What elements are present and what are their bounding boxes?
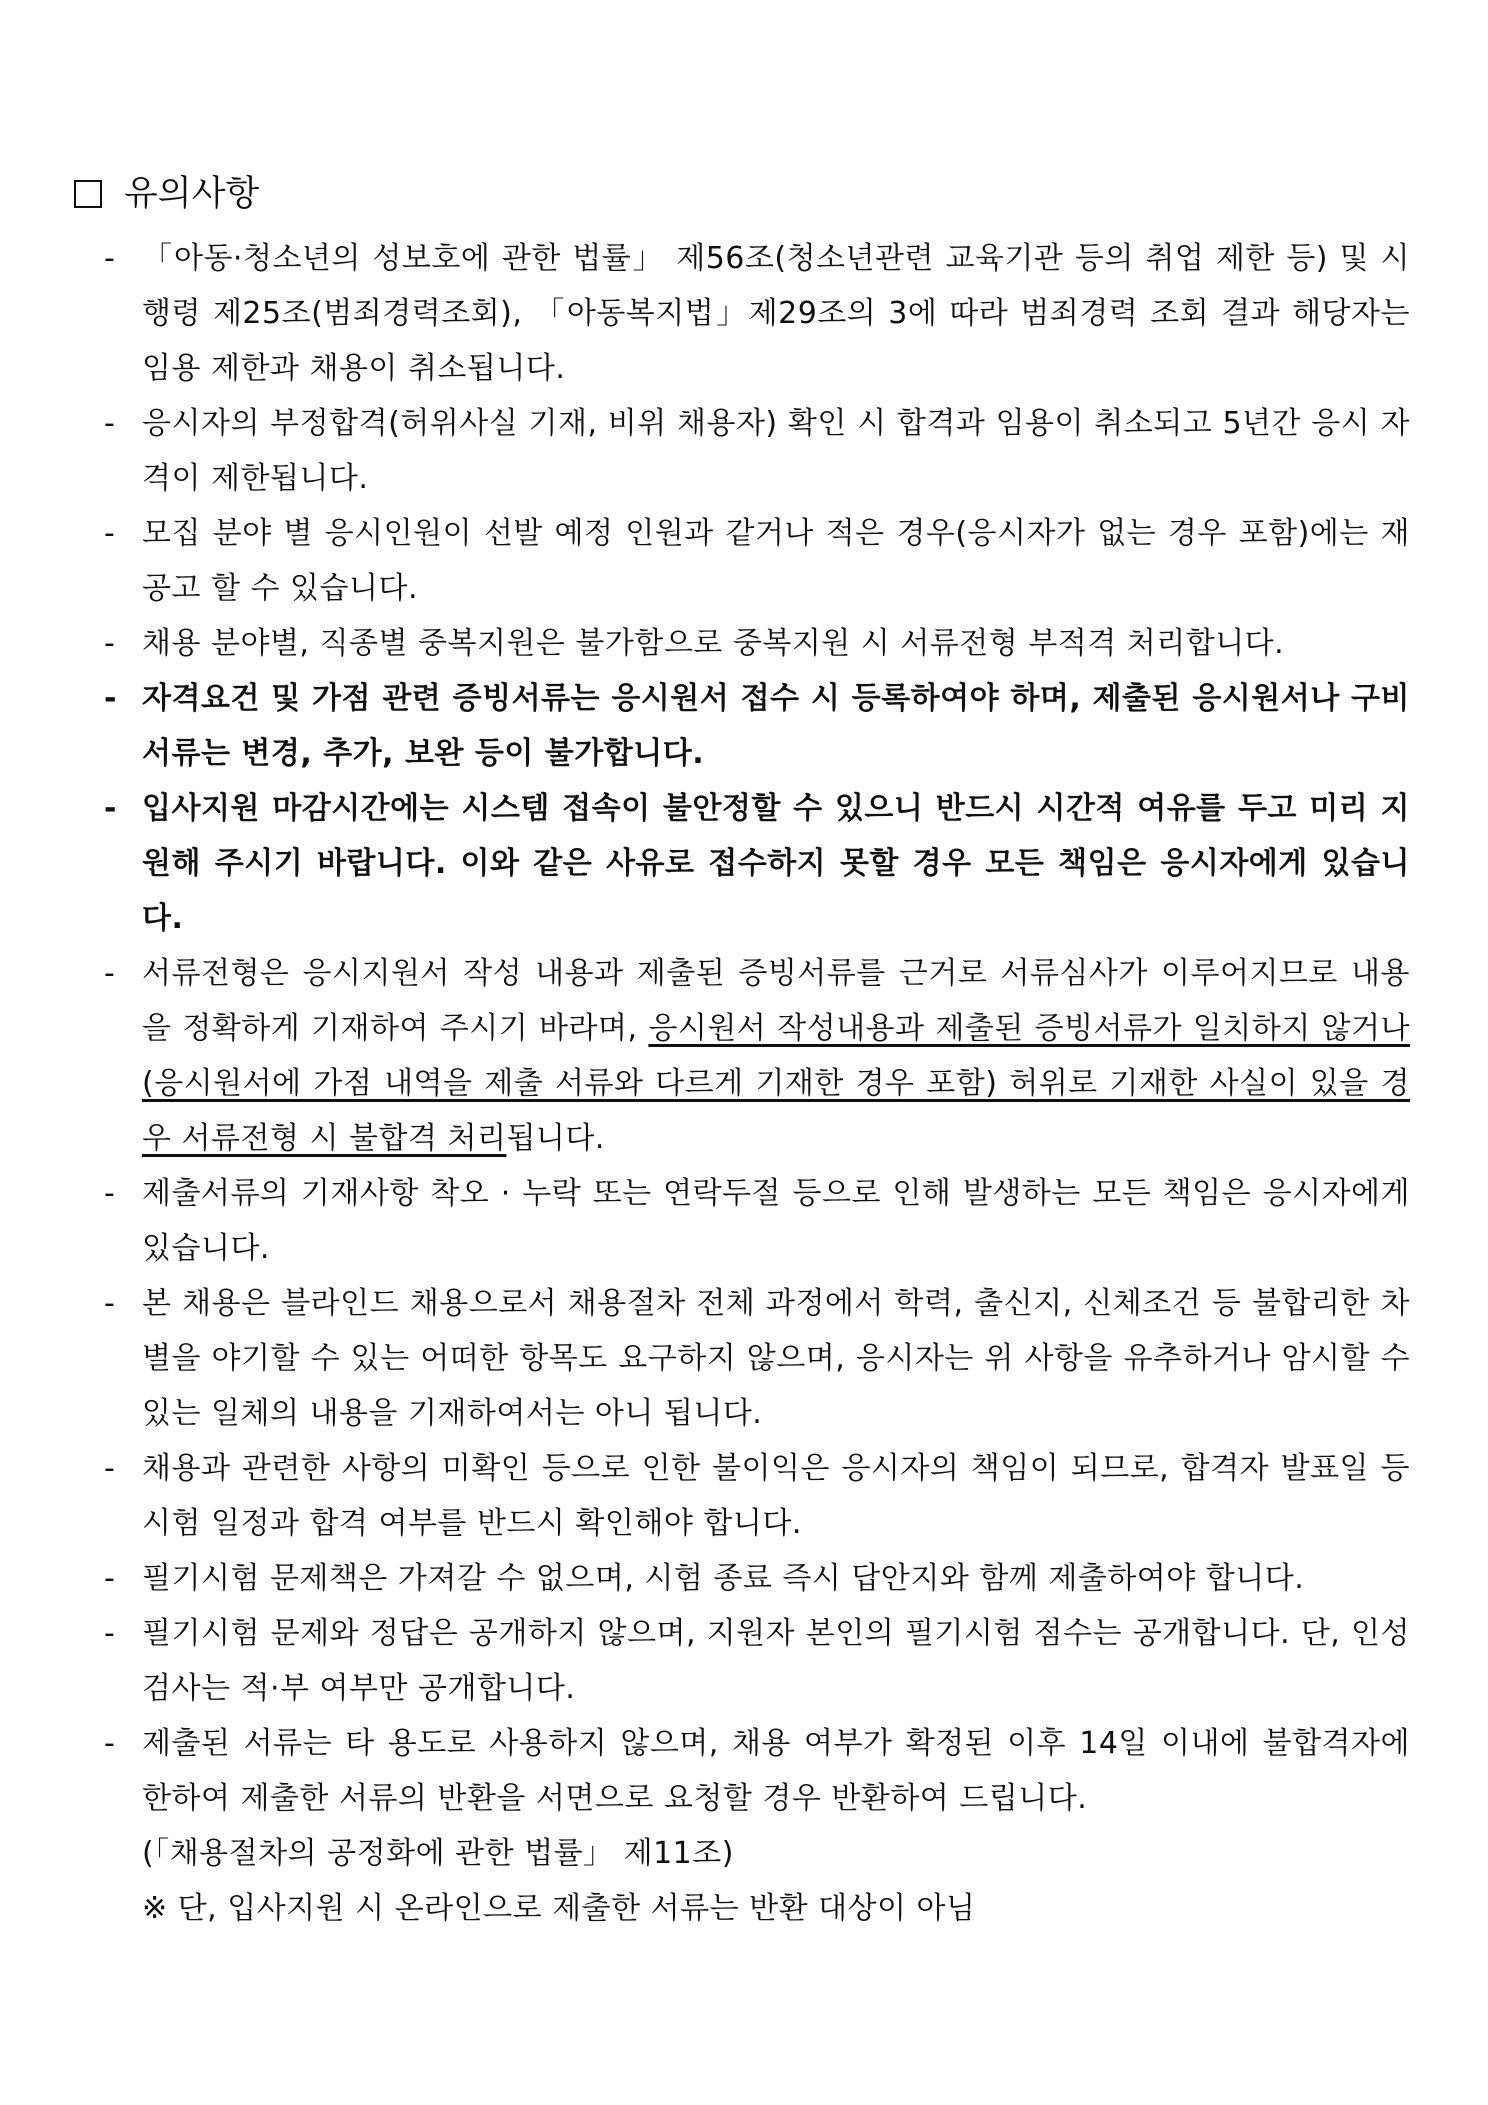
item-text: 「아동·청소년의 성보호에 관한 법률」 제56조(청소년관련 교육기관 등의 취업 제한 등) 및 시행령 제25조(범죄경력조회), 「아동복지법」제29조의 3에 따라 범죄경력 조회 결과 해당자는 임용 제한과 채용이 취소됩니다. bbox=[142, 241, 1410, 386]
dash-marker: - bbox=[104, 241, 116, 276]
list-item bbox=[104, 231, 1410, 396]
dash-marker: - bbox=[104, 956, 116, 991]
section-title: 유의사항 bbox=[124, 174, 260, 214]
list-item-bold bbox=[104, 781, 1410, 946]
dash-marker: - bbox=[104, 1451, 116, 1486]
dash-marker: - bbox=[104, 1286, 116, 1321]
dash-marker: - bbox=[104, 1616, 116, 1651]
item-text-tail: 됩니다. bbox=[506, 1121, 605, 1156]
list-item bbox=[104, 1166, 1410, 1276]
item-text: 본 채용은 블라인드 채용으로서 채용절차 전체 과정에서 학력, 출신지, 신체조건 등 불합리한 차별을 야기할 수 있는 어떠한 항목도 요구하지 않으며, 응시자는 위 사항을 유추하거나 암시할 수 있는 일체의 내용을 기재하여서는 아니 됩니다. bbox=[142, 1286, 1410, 1431]
list-item bbox=[104, 1276, 1410, 1441]
item-text-underlined: 응시원서 작성내용과 제출된 증빙서류가 일치하지 않거나(응시원서에 가점 내역을 제출 서류와 다르게 기재한 경우 포함) 허위로 기재한 사실이 있을 경우 서류전형 시 불합격 처리 bbox=[142, 1011, 1410, 1156]
list-item bbox=[104, 616, 1410, 671]
list-item bbox=[104, 1441, 1410, 1551]
section-heading bbox=[74, 170, 259, 218]
law-reference: (「채용절차의 공정화에 관한 법률」 제11조) bbox=[142, 1836, 734, 1871]
dash-marker: - bbox=[104, 681, 117, 716]
item-text: 제출된 서류는 타 용도로 사용하지 않으며, 채용 여부가 확정된 이후 14일 이내에 불합격자에 한하여 제출한 서류의 반환을 서면으로 요청할 경우 반환하여 드립니다. bbox=[142, 1726, 1410, 1816]
item-text: 필기시험 문제와 정답은 공개하지 않으며, 지원자 본인의 필기시험 점수는 공개합니다. 단, 인성검사는 적·부 여부만 공개합니다. bbox=[142, 1616, 1410, 1706]
item-text: 채용 분야별, 직종별 중복지원은 불가함으로 중복지원 시 서류전형 부적격 처리합니다. bbox=[142, 626, 1285, 661]
item-text: 필기시험 문제책은 가져갈 수 없으며, 시험 종료 즉시 답안지와 함께 제출하여야 합니다. bbox=[142, 1561, 1305, 1596]
checkbox-icon bbox=[74, 180, 102, 208]
dash-marker: - bbox=[104, 626, 116, 661]
dash-marker: - bbox=[104, 1176, 116, 1211]
list-item bbox=[104, 946, 1410, 1166]
dash-marker: - bbox=[104, 791, 117, 826]
item-text: 응시자의 부정합격(허위사실 기재, 비위 채용자) 확인 시 합격과 임용이 취소되고 5년간 응시 자격이 제한됩니다. bbox=[142, 406, 1410, 496]
list-item bbox=[104, 1606, 1410, 1716]
list-item bbox=[104, 1551, 1410, 1606]
notice-list bbox=[104, 231, 1410, 1936]
item-text: 채용과 관련한 사항의 미확인 등으로 인한 불이익은 응시자의 책임이 되므로, 합격자 발표일 등 시험 일정과 합격 여부를 반드시 확인해야 합니다. bbox=[142, 1451, 1410, 1541]
footnote: ※ 단, 입사지원 시 온라인으로 제출한 서류는 반환 대상이 아님 bbox=[142, 1891, 976, 1926]
dash-marker: - bbox=[104, 1726, 116, 1761]
item-text: 모집 분야 별 응시인원이 선발 예정 인원과 같거나 적은 경우(응시자가 없는 경우 포함)에는 재공고 할 수 있습니다. bbox=[142, 516, 1410, 606]
list-item bbox=[104, 506, 1410, 616]
list-item bbox=[104, 1716, 1410, 1936]
item-text: 제출서류의 기재사항 착오 · 누락 또는 연락두절 등으로 인해 발생하는 모든 책임은 응시자에게 있습니다. bbox=[142, 1176, 1410, 1266]
dash-marker: - bbox=[104, 406, 116, 441]
dash-marker: - bbox=[104, 1561, 116, 1596]
item-text: 입사지원 마감시간에는 시스템 접속이 불안정할 수 있으니 반드시 시간적 여유를 두고 미리 지원해 주시기 바랍니다. 이와 같은 사유로 접수하지 못할 경우 모든 책임은 응시자에게 있습니다. bbox=[142, 791, 1410, 936]
item-text: 서류전형은 응시지원서 작성 내용과 제출된 증빙서류를 근거로 서류심사가 이루어지므로 내용을 정확하게 기재하여 주시기 바라며, bbox=[142, 956, 1410, 1046]
list-item-bold bbox=[104, 671, 1410, 781]
item-text: 자격요건 및 가점 관련 증빙서류는 응시원서 접수 시 등록하여야 하며, 제출된 응시원서나 구비서류는 변경, 추가, 보완 등이 불가합니다. bbox=[142, 681, 1410, 771]
list-item bbox=[104, 396, 1410, 506]
dash-marker: - bbox=[104, 516, 116, 551]
